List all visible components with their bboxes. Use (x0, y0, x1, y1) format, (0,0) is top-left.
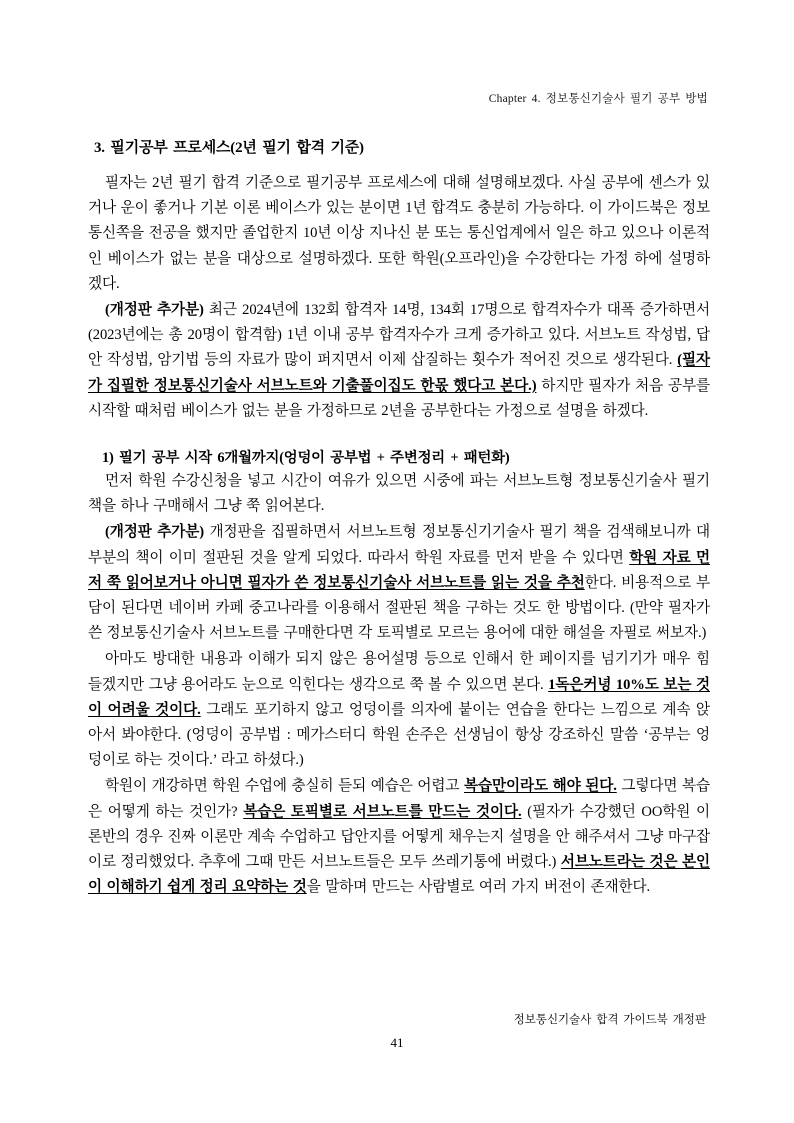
page-number: 41 (390, 1035, 404, 1050)
paragraph-intro (88, 171, 710, 297)
paragraph-first-steps-text: 먼저 학원 수강신청을 넣고 시간이 여유가 있으면 시중에 파는 서브노트형 정보통신기술사 필기 책을 하나 구매해서 그냥 쭉 읽어본다. (88, 473, 710, 515)
paragraph-review-method-text-b: 그렇다면 복습은 어떻게 하는 것인가? (88, 778, 710, 820)
paragraph-review-method-text-a: 학원이 개강하면 학원 수업에 충실히 듣되 예습은 어렵고 (105, 778, 464, 795)
paragraph-reading-difficulty-text-a: 아마도 방대한 내용과 이해가 되지 않은 용어설명 등으로 인해서 한 페이지를 넘기기가 매우 힘들겠지만 그냥 용어라도 눈으로 익힌다는 생각으로 쭉 볼 수 있으면 본다. (88, 651, 710, 693)
paragraph-review-method-text-c: (필자가 수강했던 OO학원 이론반의 경우 진짜 이론만 계속 수업하고 답안지를 어떻게 채우는지 설명을 안 해주셔서 그냥 마구잡이로 정리했었다. 추후에 그때 만든 서브노트들은 모두 쓰레기통에 버렸다.) (88, 803, 710, 871)
emphasis-make-subnote: 복습은 토픽별로 서브노트를 만드는 것이다. (243, 803, 522, 820)
subsection-heading: 1) 필기 공부 시작 6개월까지(엉덩이 공부법 + 주변정리 + 패턴화) (102, 450, 510, 467)
emphasis-subnote-credit: (필자가 집필한 정보통신기술사 서브노트와 기출풀이집도 한몫 했다고 본다.) (88, 352, 710, 394)
revision-note-label: (개정판 추가분) (105, 302, 204, 319)
paragraph-revision-note-1 (88, 298, 710, 424)
paragraph-revision-note-1-text-a: 최근 2024년에 132회 합격자 14명, 134회 17명으로 합격자수가 대폭 증가하면서 (2023년에는 총 20명이 합격함) 1년 이내 공부 합격자수가 크게 증가하고 있다. 서브노트 작성법, 답안 작성법, 암기법 등의 자료가 많이 퍼지면서 이제 삽질하는 횟수가 적어진 것으로 생각된다. (88, 302, 710, 369)
paragraph-first-steps (88, 469, 710, 519)
paragraph-revision-note-2-text-b: 한다. 비용적으로 부담이 된다면 네이버 카페 중고나라를 이용해서 절판된 책을 구하는 것도 한 방법이다. (만약 필자가 쓴 정보통신기술사 서브노트를 구매한다면 각 토픽별로 모르는 용어에 대한 해설을 자필로 써보자.) (88, 574, 710, 642)
emphasis-review-required: 복습만이라도 해야 된다. (463, 778, 617, 795)
paragraph-revision-note-1-text-b: 하지만 필자가 처음 공부를 시작할 때처럼 베이스가 없는 분을 가정하므로 2년을 공부한다는 가정으로 설명을 하겠다. (88, 377, 710, 419)
paragraph-reading-difficulty (88, 647, 710, 773)
paragraph-review-method-text-d: 을 말하며 만드는 사람별로 여러 가지 버전이 존재한다. (306, 879, 651, 896)
paragraph-revision-note-2 (88, 520, 710, 646)
section-heading: 3. 필기공부 프로세스(2년 필기 합격 기준) (94, 140, 364, 156)
paragraph-revision-note-2-text-a: 개정판을 집필하면서 서브노트형 정보통신기기술사 필기 책을 검색해보니까 대부분의 책이 이미 절판된 것을 알게 되었다. 따라서 학원 자료를 먼저 받을 수 있다면 (88, 524, 710, 566)
revision-note-label-2: (개정판 추가분) (105, 524, 205, 541)
paragraph-reading-difficulty-text-b: 그래도 포기하지 않고 엉덩이를 의자에 붙이는 연습을 한다는 느낌으로 계속 앉아서 봐야한다. (엉덩이 공부법 : 메가스터디 학원 손주은 선생님이 항상 강조하신 말씀 ‘공부는 엉덩이로 하는 것이다.’ 라고 하셨다.) (88, 701, 710, 769)
paragraph-review-method (88, 774, 710, 900)
running-head: Chapter 4. 정보통신기술사 필기 공부 방법 (488, 93, 708, 105)
emphasis-subnote-definition: 서브노트라는 것은 본인이 이해하기 쉽게 정리 요약하는 것 (88, 854, 710, 896)
paragraph-intro-text: 필자는 2년 필기 합격 기준으로 필기공부 프로세스에 대해 설명해보겠다. 사실 공부에 센스가 있거나 운이 좋거나 기본 이론 베이스가 있는 분이면 1년 합격도 충분히 가능하다. 이 가이드북은 정보통신쪽을 전공을 했지만 졸업한지 10년 이상 지나신 분 또는 통신업계에서 일은 하고 있으나 이론적인 베이스가 없는 분을 대상으로 설명하겠다. 또한 학원(오프라인)을 수강한다는 가정 하에 설명하겠다. (88, 175, 710, 292)
emphasis-ten-percent: 1독은커녕 10%도 보는 것이 어려울 것이다. (88, 676, 711, 718)
emphasis-recommend-reading: 학원 자료 먼저 쭉 읽어보거나 아니면 필자가 쓴 정보통신기술사 서브노트를 읽는 것을 추천 (88, 549, 710, 591)
footer-note: 정보통신기술사 합격 가이드북 개정판 (513, 1014, 706, 1026)
